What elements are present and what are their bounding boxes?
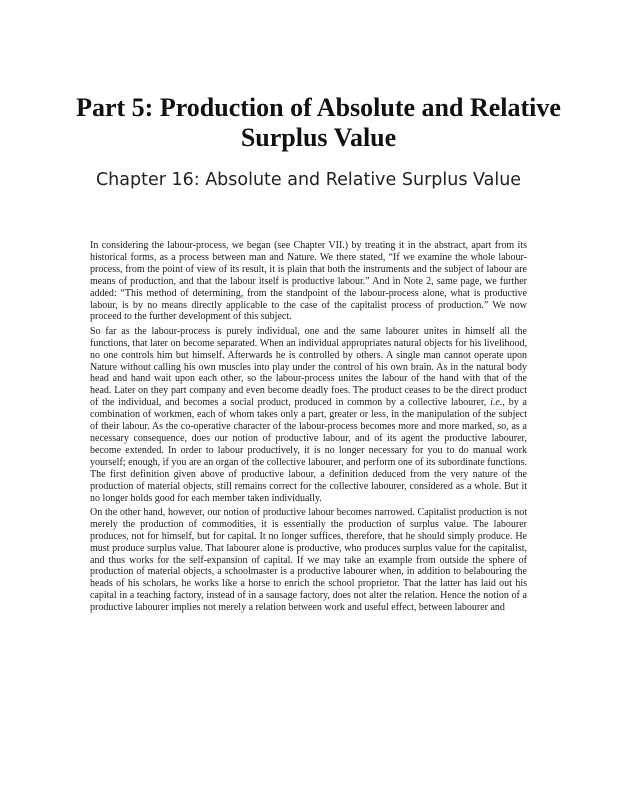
paragraph-2-part-2: , by a combination of workmen, each of whom takes only a part, greater or less, in the manipulation of the subject of their labour. As the co-operative character of the labour-process becomes more and more marked, so, as a necessary consequence, does our notion of productive labour, and of its agent the productive labourer, become extended. In order to labour productively, it is no longer necessary for you to do manual work yourself; enough, if you are an organ of the collective labourer, and perform one of its subordinate functions. The first definition given above of productive labour, a definition deduced from the very nature of the production of material objects, still remains correct for the collective labourer, considered as a whole. But it no longer holds good for each member taken individually. [90,397,527,504]
paragraph-1: In considering the labour-process, we began (see Chapter VII.) by treating it in the abstract, apart from its historical forms, as a process between man and Nature. We there stated, “If we examine the whole labour-process, from the point of view of its result, it is plain that both the instruments and the subject of labour are means of production, and that the labour itself is productive labour.” And in Note 2, same page, we further added: “This method of determining, from the standpoint of the labour-process alone, what is productive labour, is by no means directly applicable to the case of the capitalist process of production.” We now proceed to the further development of this subject. [90,240,527,323]
paragraph-2-ie: i.e. [490,397,503,409]
chapter-title: Chapter 16: Absolute and Relative Surplus Value [95,170,522,190]
paragraph-2-part-1: So far as the labour-process is purely individual, one and the same labourer unites in himself all the functions, that later on become separated. When an individual appropriates natural objects for his livelihood, no one controls him but himself. Afterwards he is controlled by others. A single man cannot operate upon Nature without calling his own muscles into play under the control of his own brain. As in the natural body head and hand wait upon each other, so the labour-process unites the labour of the hand with that of the head. Later on they part company and even become deadly foes. The product ceases to be the direct product of the individual, and becomes a social product, produced in common by a collective labourer, [90,325,527,409]
paragraph-3: On the other hand, however, our notion of productive labour becomes narrowed. Capitalist production is not merely the production of commodities, it is essentially the production of surplus value. The labourer produces, not for himself, but for capital. It no longer suffices, therefore, that he should simply produce. He must produce surplus value. That labourer alone is productive, who produces surplus value for the capitalist, and thus works for the self-expansion of capital. If we may take an example from outside the sphere of production of material objects, a schoolmaster is a productive labourer when, in addition to belabouring the heads of his scholars, he works like a horse to enrich the school proprietor. That the latter has laid out his capital in a teaching factory, instead of in a sausage factory, does not alter the relation. Hence the notion of a productive labourer implies not merely a relation between work and useful effect, between labourer and [90,506,527,614]
part-title: Part 5: Production of Absolute and Relative Surplus Value [76,93,561,152]
body-text [90,240,527,617]
paragraph-2 [90,326,527,505]
